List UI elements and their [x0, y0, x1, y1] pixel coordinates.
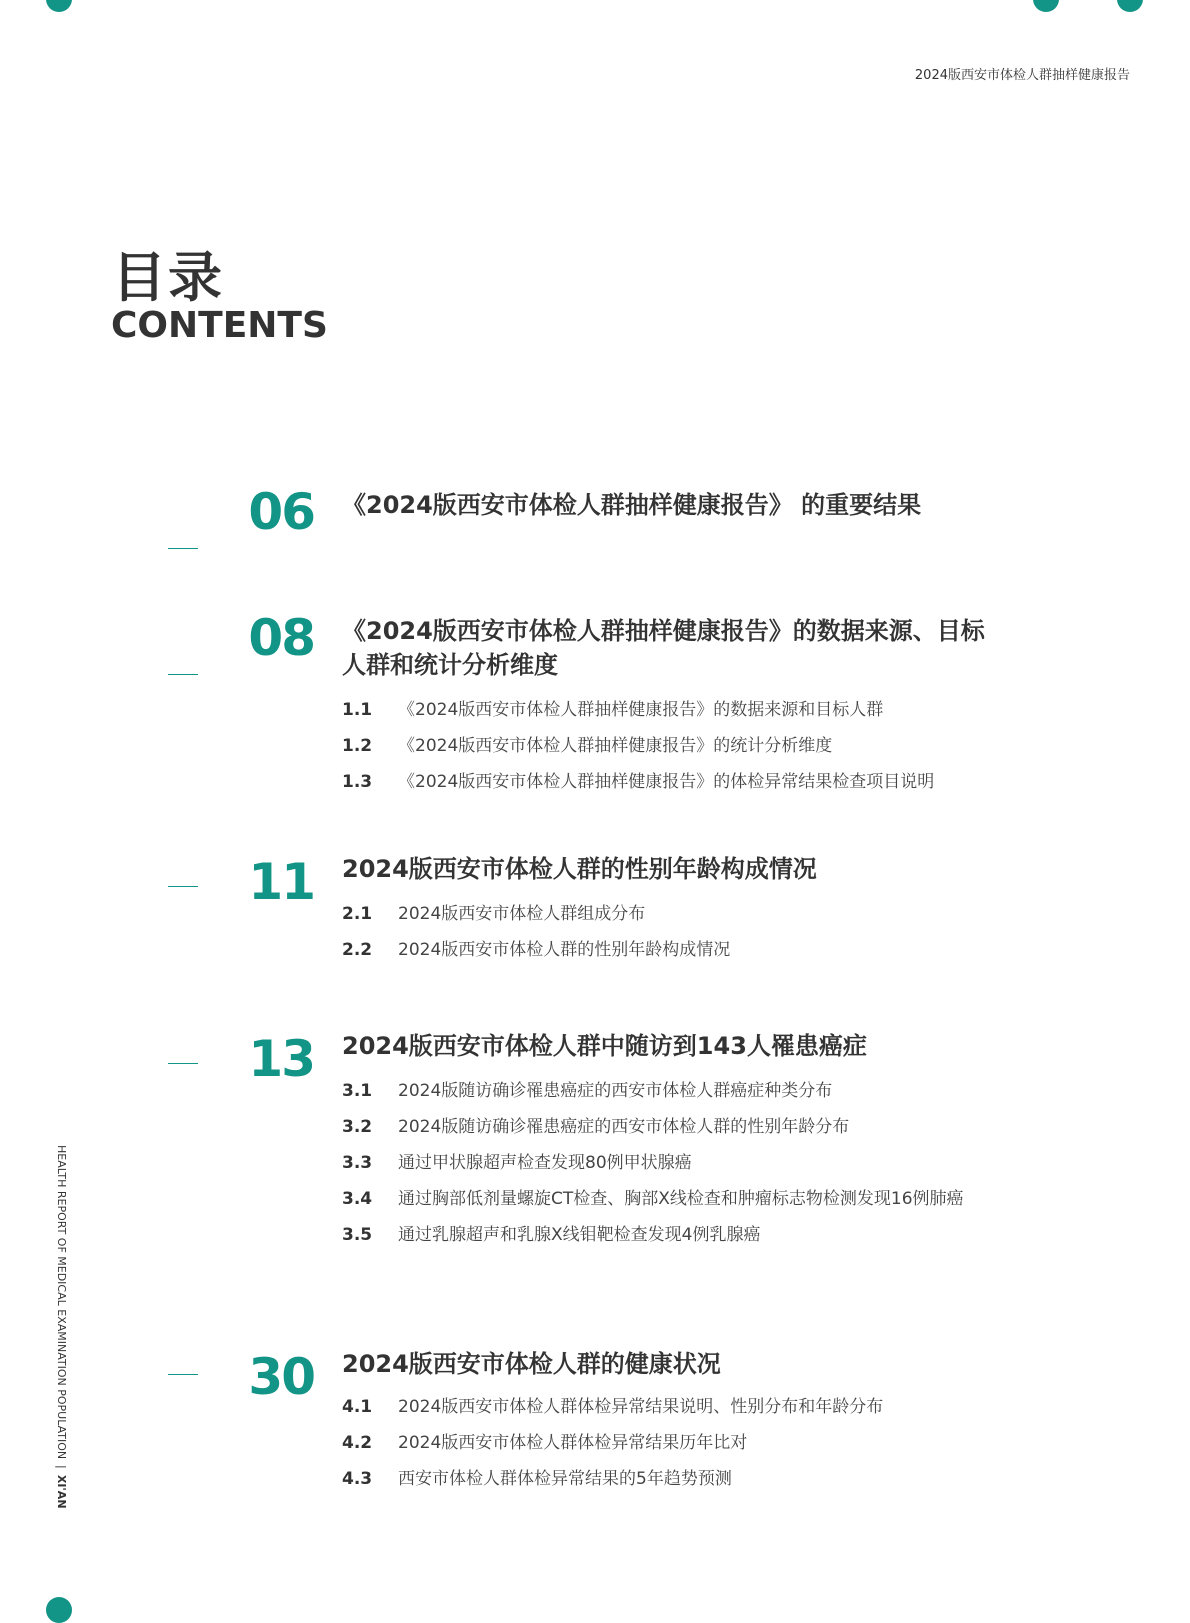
section-title: 2024版西安市体检人群中随访到143人罹患癌症	[342, 1032, 867, 1060]
item-number: 4.2	[342, 1433, 373, 1453]
item-text: 《2024版西安市体检人群抽样健康报告》的体检异常结果检查项目说明	[398, 772, 935, 792]
toc-item[interactable]	[342, 932, 1102, 968]
toc-item[interactable]	[342, 1145, 1102, 1181]
item-text: 2024版西安市体检人群体检异常结果历年比对	[398, 1433, 748, 1453]
section-page-number: 30	[248, 1348, 314, 1406]
decor-dot-top-right-1	[1033, 0, 1059, 12]
section-page-number: 13	[248, 1030, 314, 1088]
toc-item[interactable]	[342, 896, 1102, 932]
item-text: 《2024版西安市体检人群抽样健康报告》的统计分析维度	[398, 736, 833, 756]
toc-item[interactable]	[342, 1389, 1102, 1425]
item-number: 3.5	[342, 1225, 373, 1245]
item-number: 2.2	[342, 940, 373, 960]
decor-dot-bottom-left	[46, 1597, 72, 1623]
item-text: 2024版西安市体检人群的性别年龄构成情况	[398, 940, 731, 960]
section-dash	[168, 1374, 198, 1375]
section-page-number: 06	[248, 483, 314, 541]
section-title: 2024版西安市体检人群的健康状况	[342, 1350, 721, 1378]
toc-item[interactable]	[342, 1461, 1102, 1497]
section-title: 2024版西安市体检人群的性别年龄构成情况	[342, 855, 817, 883]
item-text: 通过甲状腺超声检查发现80例甲状腺癌	[398, 1153, 692, 1173]
section-items	[342, 1389, 1102, 1497]
section-items	[342, 692, 1102, 800]
side-label-text: HEALTH REPORT OF MEDICAL EXAMINATION POPULATION	[55, 1145, 68, 1460]
toc-item[interactable]	[342, 1073, 1102, 1109]
header-report-title: 2024版西安市体检人群抽样健康报告	[914, 68, 1130, 83]
toc-item[interactable]	[342, 1181, 1102, 1217]
item-text: 2024版随访确诊罹患癌症的西安市体检人群癌症种类分布	[398, 1081, 833, 1101]
section-items	[342, 1073, 1102, 1253]
item-text: 2024版随访确诊罹患癌症的西安市体检人群的性别年龄分布	[398, 1117, 850, 1137]
toc-item[interactable]	[342, 1217, 1102, 1253]
section-page-number: 11	[248, 853, 314, 911]
decor-dot-top-right-2	[1117, 0, 1143, 12]
item-number: 1.2	[342, 736, 373, 756]
section-dash	[168, 886, 198, 887]
side-vertical-label	[55, 1145, 68, 1509]
item-text: 通过胸部低剂量螺旋CT检查、胸部X线检查和肿瘤标志物检测发现16例肺癌	[398, 1189, 964, 1209]
item-number: 3.4	[342, 1189, 373, 1209]
section-dash	[168, 548, 198, 549]
item-text: 2024版西安市体检人群组成分布	[398, 904, 646, 924]
item-number: 1.1	[342, 700, 373, 720]
item-number: 3.1	[342, 1081, 373, 1101]
item-text: 西安市体检人群体检异常结果的5年趋势预测	[398, 1469, 732, 1489]
toc-item[interactable]	[342, 764, 1102, 800]
item-number: 3.3	[342, 1153, 373, 1173]
section-page-number: 08	[248, 609, 314, 667]
item-text: 《2024版西安市体检人群抽样健康报告》的数据来源和目标人群	[398, 700, 884, 720]
item-number: 2.1	[342, 904, 373, 924]
section-items	[342, 896, 1102, 968]
item-text: 2024版西安市体检人群体检异常结果说明、性别分布和年龄分布	[398, 1397, 884, 1417]
section-title: 《2024版西安市体检人群抽样健康报告》的数据来源、目标人群和统计分析维度	[342, 617, 985, 679]
toc-item[interactable]	[342, 728, 1102, 764]
item-number: 4.3	[342, 1469, 373, 1489]
toc-title-en: CONTENTS	[111, 305, 328, 346]
toc-item[interactable]	[342, 1109, 1102, 1145]
decor-dot-top-left	[46, 0, 72, 12]
section-dash	[168, 1063, 198, 1064]
side-separator: |	[55, 1465, 68, 1469]
side-city: XI'AN	[55, 1474, 68, 1509]
item-number: 4.1	[342, 1397, 373, 1417]
section-dash	[168, 674, 198, 675]
toc-item[interactable]	[342, 692, 1102, 728]
item-number: 1.3	[342, 772, 373, 792]
item-text: 通过乳腺超声和乳腺X线钼靶检查发现4例乳腺癌	[398, 1225, 761, 1245]
toc-item[interactable]	[342, 1425, 1102, 1461]
section-title: 《2024版西安市体检人群抽样健康报告》 的重要结果	[342, 491, 922, 519]
item-number: 3.2	[342, 1117, 373, 1137]
toc-title-cn: 目录	[112, 246, 224, 309]
